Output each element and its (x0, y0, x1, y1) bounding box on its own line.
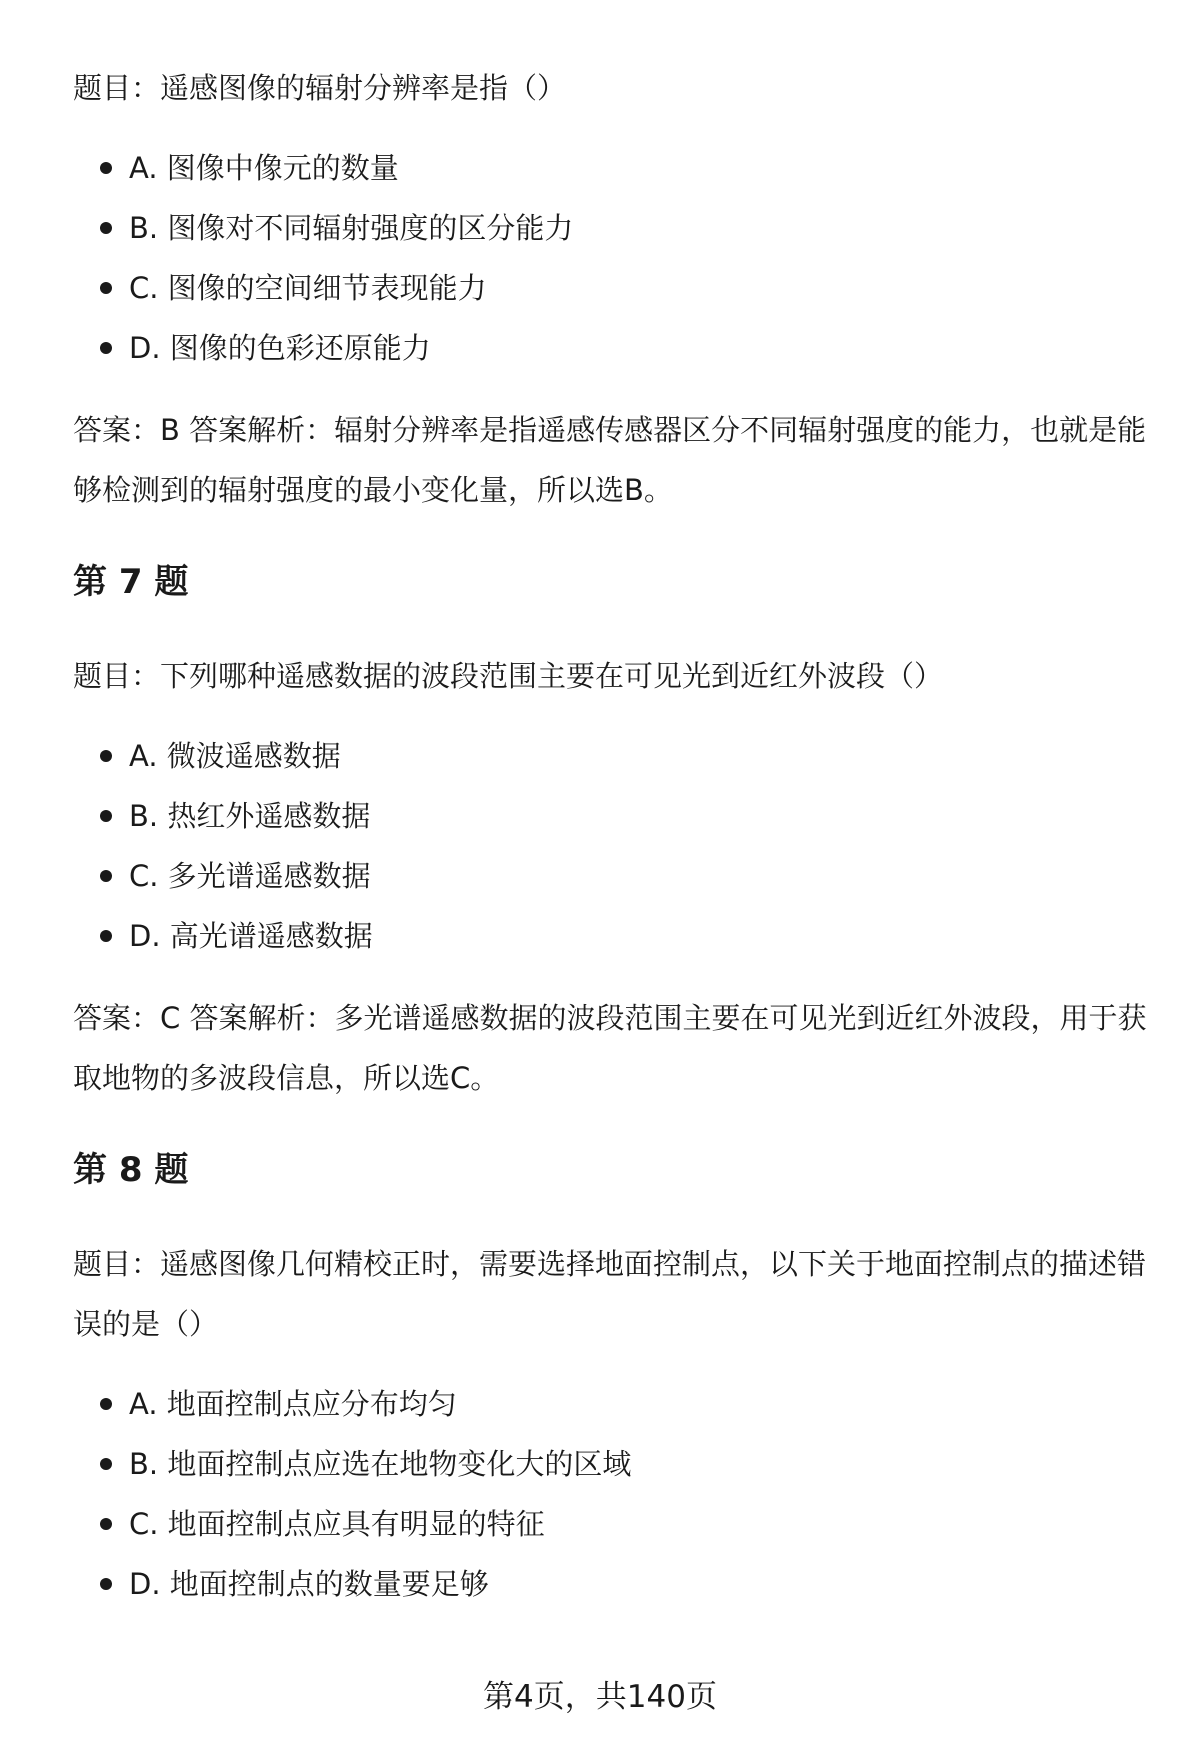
option-b (73, 1434, 1153, 1494)
bullet-icon (100, 342, 112, 354)
question-7-heading: 第 7 题 (73, 562, 189, 602)
option-d (73, 318, 1153, 378)
option-d (73, 906, 1153, 966)
question-8-heading: 第 8 题 (73, 1150, 189, 1190)
question-7-options (73, 726, 1153, 966)
option-c (73, 846, 1153, 906)
option-c (73, 1494, 1153, 1554)
bullet-icon (100, 162, 112, 174)
document-page (73, 58, 1153, 1636)
bullet-icon (100, 1458, 112, 1470)
option-label: A. 地面控制点应分布均匀 (129, 1387, 457, 1421)
bullet-icon (100, 1578, 112, 1590)
bullet-icon (100, 1518, 112, 1530)
question-8-text: 题目：遥感图像几何精校正时，需要选择地面控制点，以下关于地面控制点的描述错误的是（） (73, 1247, 1147, 1341)
option-label: A. 图像中像元的数量 (129, 151, 399, 185)
question-6-answer: 答案：B 答案解析：辐射分辨率是指遥感传感器区分不同辐射强度的能力，也就是能够检测到的辐射强度的最小变化量，所以选B。 (73, 413, 1147, 507)
question-6-options (73, 138, 1153, 378)
option-a (73, 726, 1153, 786)
bullet-icon (100, 750, 112, 762)
option-label: D. 高光谱遥感数据 (129, 919, 373, 953)
page-number-footer: 第4页，共140页 (483, 1679, 717, 1715)
option-label: C. 多光谱遥感数据 (129, 859, 371, 893)
option-label: B. 图像对不同辐射强度的区分能力 (129, 211, 574, 245)
option-label: A. 微波遥感数据 (129, 739, 341, 773)
option-label: C. 图像的空间细节表现能力 (129, 271, 487, 305)
option-label: D. 地面控制点的数量要足够 (129, 1567, 489, 1601)
question-6-text: 题目：遥感图像的辐射分辨率是指（） (73, 71, 567, 105)
option-label: C. 地面控制点应具有明显的特征 (129, 1507, 545, 1541)
option-label: D. 图像的色彩还原能力 (129, 331, 431, 365)
option-label: B. 热红外遥感数据 (129, 799, 371, 833)
question-8-options (73, 1374, 1153, 1614)
bullet-icon (100, 222, 112, 234)
bullet-icon (100, 930, 112, 942)
bullet-icon (100, 282, 112, 294)
bullet-icon (100, 810, 112, 822)
option-c (73, 258, 1153, 318)
option-b (73, 198, 1153, 258)
bullet-icon (100, 1398, 112, 1410)
option-a (73, 1374, 1153, 1434)
question-7-answer: 答案：C 答案解析：多光谱遥感数据的波段范围主要在可见光到近红外波段，用于获取地物的多波段信息，所以选C。 (73, 1001, 1147, 1095)
option-label: B. 地面控制点应选在地物变化大的区域 (129, 1447, 632, 1481)
option-a (73, 138, 1153, 198)
question-7-text: 题目：下列哪种遥感数据的波段范围主要在可见光到近红外波段（） (73, 659, 944, 693)
option-b (73, 786, 1153, 846)
option-d (73, 1554, 1153, 1614)
bullet-icon (100, 870, 112, 882)
